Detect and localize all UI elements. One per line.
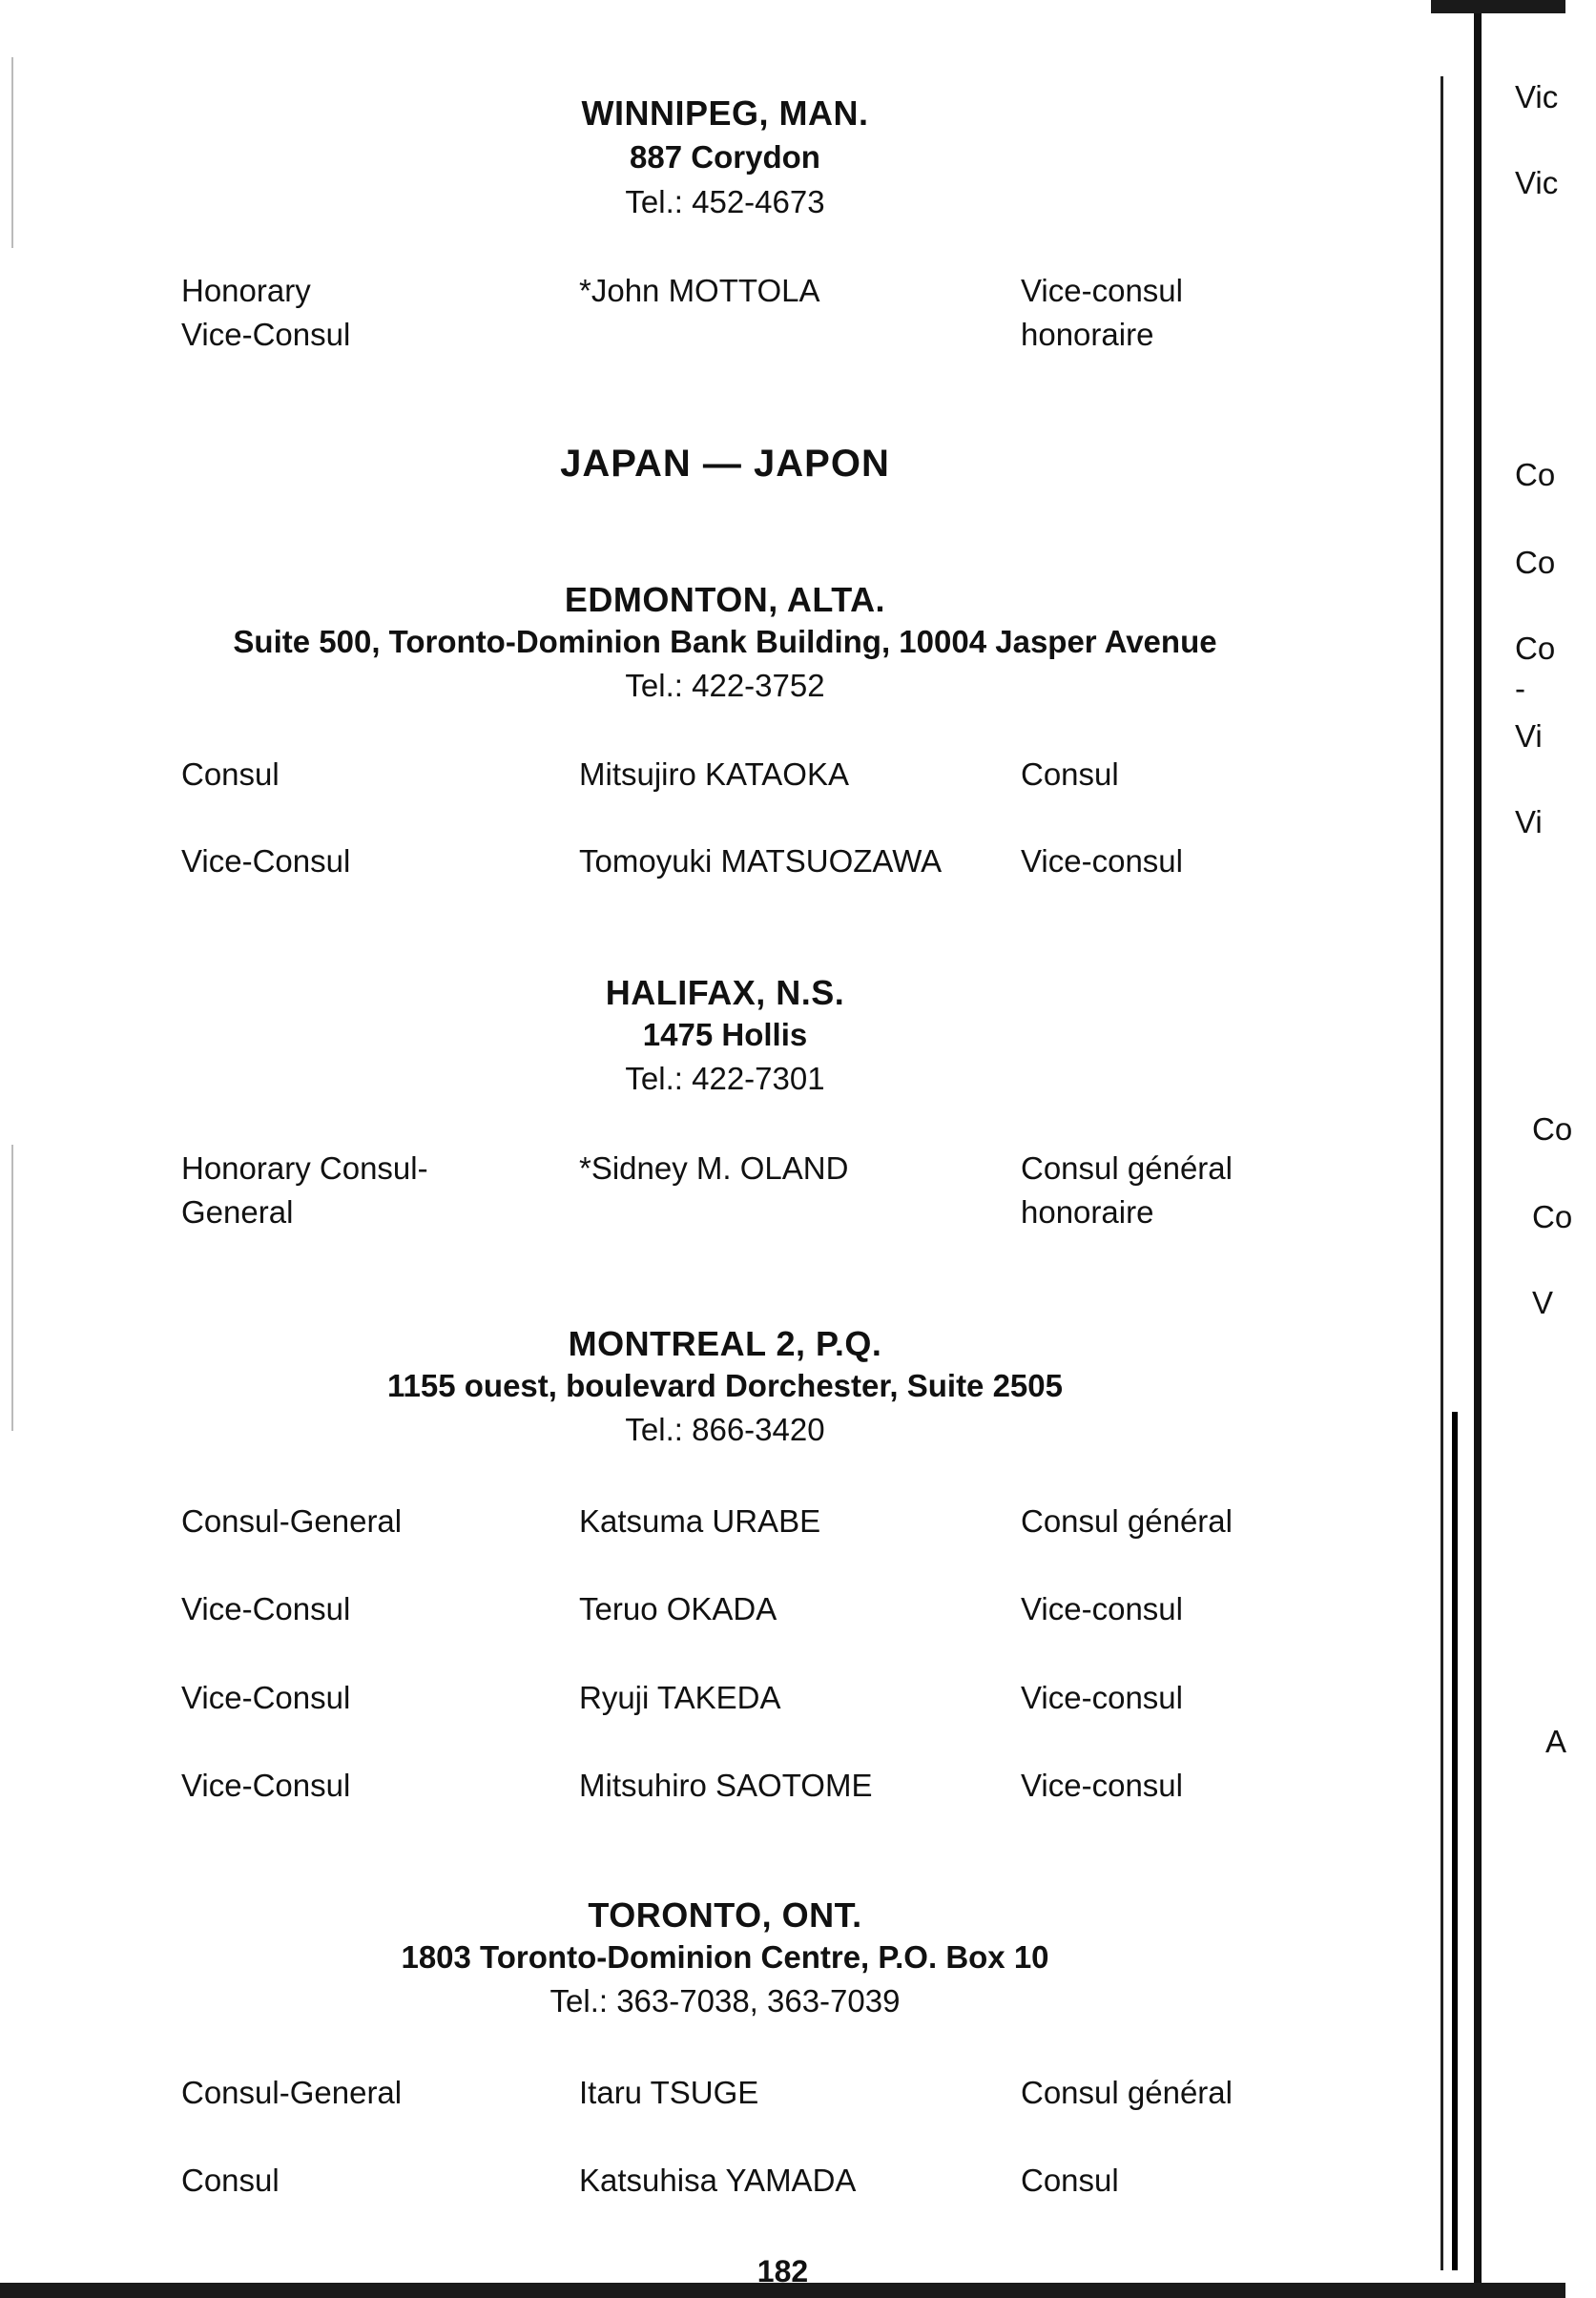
facing-page-fragment: Co bbox=[1515, 457, 1556, 492]
section-heading-halifax: HALIFAX, N.S. bbox=[605, 973, 845, 1012]
row-name: Ryuji TAKEDA bbox=[579, 1680, 781, 1715]
facing-page-fragment: Vic bbox=[1515, 165, 1559, 200]
facing-page-fragment: Vi bbox=[1515, 718, 1543, 754]
section-address-toronto: 1803 Toronto-Dominion Centre, P.O. Box 10 bbox=[401, 1939, 1049, 1975]
row-name: Itaru TSUGE bbox=[579, 2075, 759, 2110]
binding-gutter-shadow bbox=[1452, 1412, 1458, 2270]
facing-page-fragment: A bbox=[1545, 1724, 1567, 1759]
row-title-en: Vice-Consul bbox=[181, 1680, 351, 1715]
section-address-edmonton: Suite 500, Toronto-Dominion Bank Building, 10004 Jasper Avenue bbox=[233, 624, 1217, 659]
row-title-en: Honorary Vice-Consul bbox=[181, 273, 351, 352]
row-name: *John MOTTOLA bbox=[579, 273, 820, 308]
row-title-en: Vice-Consul bbox=[181, 1768, 351, 1803]
section-heading-toronto: TORONTO, ONT. bbox=[588, 1895, 862, 1935]
section-heading-montreal: MONTREAL 2, P.Q. bbox=[568, 1324, 882, 1363]
section-address-halifax: 1475 Hollis bbox=[642, 1017, 808, 1052]
row-name: Mitsujiro KATAOKA bbox=[579, 756, 849, 792]
section-tel-halifax: Tel.: 422-7301 bbox=[625, 1061, 825, 1096]
row-title-fr: Vice-consul bbox=[1021, 1680, 1183, 1715]
row-title-fr: Consul bbox=[1021, 756, 1119, 792]
row-title-fr: Vice-consul honoraire bbox=[1021, 273, 1183, 352]
facing-page-fragment: - bbox=[1515, 671, 1525, 706]
row-name: Teruo OKADA bbox=[579, 1591, 777, 1626]
section-tel-winnipeg: Tel.: 452-4673 bbox=[625, 184, 825, 219]
row-name: Katsuma URABE bbox=[579, 1503, 821, 1539]
row-title-fr: Consul bbox=[1021, 2163, 1119, 2198]
row-name: Mitsuhiro SAOTOME bbox=[579, 1768, 873, 1803]
section-heading-winnipeg: WINNIPEG, MAN. bbox=[581, 93, 869, 133]
row-title-fr: Vice-consul bbox=[1021, 1591, 1183, 1626]
row-name: Katsuhisa YAMADA bbox=[579, 2163, 857, 2198]
row-title-en: Honorary Consul- General bbox=[181, 1150, 428, 1230]
facing-page-fragment: Co bbox=[1515, 545, 1556, 580]
facing-page-fragment: Co bbox=[1532, 1199, 1573, 1234]
row-title-fr: Consul général bbox=[1021, 2075, 1233, 2110]
row-title-en: Consul-General bbox=[181, 2075, 403, 2110]
facing-page-fragment: V bbox=[1532, 1285, 1554, 1320]
page-number: 182 bbox=[757, 2254, 809, 2288]
country-heading: JAPAN — JAPON bbox=[560, 443, 890, 485]
section-address-winnipeg: 887 Corydon bbox=[630, 139, 820, 175]
section-tel-montreal: Tel.: 866-3420 bbox=[625, 1412, 825, 1447]
facing-page-fragment: Vi bbox=[1515, 804, 1543, 839]
row-title-fr: Vice-consul bbox=[1021, 843, 1183, 879]
row-title-fr: Consul général honoraire bbox=[1021, 1150, 1233, 1230]
section-heading-edmonton: EDMONTON, ALTA. bbox=[564, 580, 886, 619]
section-tel-toronto: Tel.: 363-7038, 363-7039 bbox=[549, 1983, 901, 2019]
row-title-en: Vice-Consul bbox=[181, 843, 351, 879]
scan-edge-right bbox=[1474, 13, 1482, 2284]
row-title-fr: Vice-consul bbox=[1021, 1768, 1183, 1803]
row-name: Tomoyuki MATSUOZAWA bbox=[579, 843, 943, 879]
section-address-montreal: 1155 ouest, boulevard Dorchester, Suite 2505 bbox=[387, 1368, 1063, 1403]
row-title-en: Consul bbox=[181, 756, 280, 792]
row-name: *Sidney M. OLAND bbox=[579, 1150, 849, 1186]
row-title-en: Consul bbox=[181, 2163, 280, 2198]
section-tel-edmonton: Tel.: 422-3752 bbox=[625, 668, 825, 703]
facing-page-fragment: Vic bbox=[1515, 79, 1559, 114]
facing-page-fragment: Co bbox=[1515, 631, 1556, 666]
scan-edge-top bbox=[1431, 0, 1565, 13]
row-title-fr: Consul général bbox=[1021, 1503, 1233, 1539]
facing-page-fragment: Co bbox=[1532, 1111, 1573, 1147]
row-title-en: Consul-General bbox=[181, 1503, 403, 1539]
row-title-en: Vice-Consul bbox=[181, 1591, 351, 1626]
